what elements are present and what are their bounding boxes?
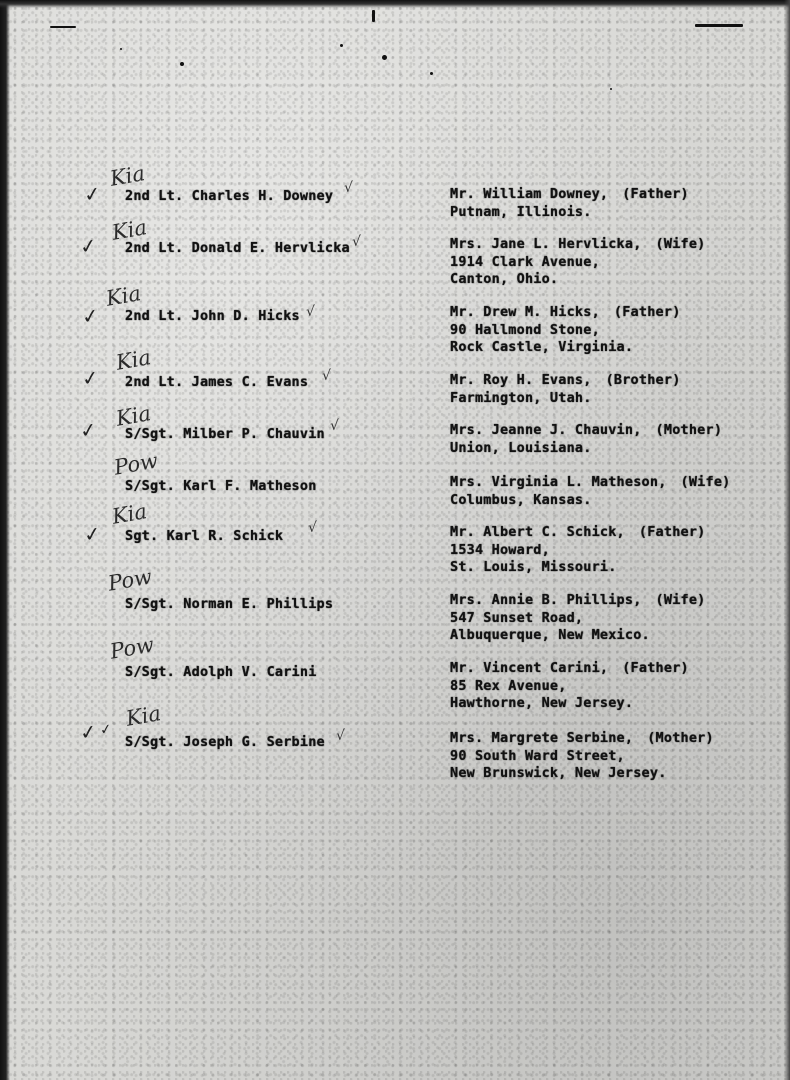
scan-speck xyxy=(180,62,184,66)
checkmark-icon: ✓ xyxy=(98,721,113,739)
contact-name: Mrs. Annie B. Phillips, xyxy=(450,592,642,608)
address-line: St. Louis, Missouri. xyxy=(450,559,617,575)
soldier-name: S/Sgt. Milber P. Chauvin xyxy=(125,426,325,442)
address-line: 90 South Ward Street, xyxy=(450,747,625,764)
tick-icon: √ xyxy=(322,368,331,384)
address-line: 1914 Clark Avenue, xyxy=(450,253,600,270)
contact-name: Mr. William Downey, xyxy=(450,186,609,202)
soldier-name: S/Sgt. Adolph V. Carini xyxy=(125,664,317,680)
address-line: Putnam, Illinois. xyxy=(450,203,592,220)
tick-icon: √ xyxy=(336,728,345,744)
contact-name: Mrs. Virginia L. Matheson, xyxy=(450,474,667,490)
soldier-name: 2nd Lt. James C. Evans xyxy=(125,374,309,390)
handwritten-status: Kia xyxy=(110,215,149,245)
next-of-kin xyxy=(450,304,681,357)
tick-icon: √ xyxy=(344,180,353,196)
scan-speck xyxy=(372,10,375,22)
tick-icon: √ xyxy=(330,418,339,434)
contact-name: Mrs. Jane L. Hervlicka, xyxy=(450,236,642,252)
handwritten-status: Kia xyxy=(114,401,153,431)
tick-icon: √ xyxy=(352,234,361,250)
address-line: New Brunswick, New Jersey. xyxy=(450,765,667,781)
soldier-name: 2nd Lt. Donald E. Hervlicka xyxy=(125,240,350,256)
checkmark-icon: ✓ xyxy=(80,302,101,330)
relationship: (Wife) xyxy=(680,474,731,490)
next-of-kin xyxy=(450,372,681,407)
tick-icon: √ xyxy=(306,304,315,320)
handwritten-status: Kia xyxy=(104,281,143,311)
scan-speck xyxy=(50,26,76,28)
checkmark-icon: ✓ xyxy=(82,520,103,548)
scan-edge-top xyxy=(0,0,790,8)
scan-speck xyxy=(695,24,743,27)
handwritten-status: Pow xyxy=(108,632,156,664)
checkmark-icon: ✓ xyxy=(82,180,103,208)
contact-name: Mr. Roy H. Evans, xyxy=(450,372,592,388)
handwritten-status: Pow xyxy=(112,448,160,480)
relationship: (Wife) xyxy=(655,236,706,252)
handwritten-status: Kia xyxy=(108,161,147,191)
relationship: (Wife) xyxy=(655,592,706,608)
contact-name: Mr. Albert C. Schick, xyxy=(450,524,625,540)
address-line: 1534 Howard, xyxy=(450,541,550,558)
handwritten-status: Kia xyxy=(114,345,153,375)
next-of-kin xyxy=(450,186,689,221)
handwritten-status: Pow xyxy=(106,564,154,596)
soldier-name: S/Sgt. Norman E. Phillips xyxy=(125,596,334,612)
relationship: (Father) xyxy=(622,186,689,202)
contact-name: Mrs. Margrete Serbine, xyxy=(450,730,634,746)
next-of-kin xyxy=(450,236,706,289)
checkmark-icon: ✓ xyxy=(78,416,99,444)
soldier-name: S/Sgt. Karl F. Matheson xyxy=(125,478,317,494)
address-line: Farmington, Utah. xyxy=(450,389,592,406)
scan-speck xyxy=(120,48,122,50)
next-of-kin xyxy=(450,730,714,783)
list-item xyxy=(0,215,790,292)
contact-name: Mr. Drew M. Hicks, xyxy=(450,304,600,320)
soldier-name: Sgt. Karl R. Schick xyxy=(125,528,284,544)
contact-name: Mrs. Jeanne J. Chauvin, xyxy=(450,422,642,438)
soldier-name: 2nd Lt. Charles H. Downey xyxy=(125,188,334,204)
contact-name: Mr. Vincent Carini, xyxy=(450,660,609,676)
handwritten-status: Kia xyxy=(110,499,149,529)
soldier-name: 2nd Lt. John D. Hicks xyxy=(125,308,300,324)
scan-speck xyxy=(610,88,612,90)
next-of-kin xyxy=(450,422,722,457)
relationship: (Brother) xyxy=(605,372,681,388)
soldier-name: S/Sgt. Joseph G. Serbine xyxy=(125,734,325,750)
relationship: (Mother) xyxy=(655,422,723,438)
address-line: Union, Louisiana. xyxy=(450,439,592,456)
address-line: Rock Castle, Virginia. xyxy=(450,339,634,355)
relationship: (Father) xyxy=(613,304,681,320)
next-of-kin xyxy=(450,660,689,713)
checkmark-icon: ✓ xyxy=(78,718,99,746)
scan-speck xyxy=(382,55,387,60)
scan-speck xyxy=(430,72,433,75)
checkmark-icon: ✓ xyxy=(80,364,101,392)
handwritten-status: Kia xyxy=(124,701,163,731)
scan-speck xyxy=(340,44,343,47)
address-line: 90 Hallmond Stone, xyxy=(450,321,600,338)
address-line: Albuquerque, New Mexico. xyxy=(450,627,650,643)
next-of-kin xyxy=(450,524,706,577)
address-line: Columbus, Kansas. xyxy=(450,491,592,508)
checkmark-icon: ✓ xyxy=(78,232,99,260)
relationship: (Mother) xyxy=(647,730,714,746)
relationship: (Father) xyxy=(622,660,689,676)
address-line: 85 Rex Avenue, xyxy=(450,677,567,694)
address-line: 547 Sunset Road, xyxy=(450,609,584,626)
tick-icon: √ xyxy=(308,520,317,536)
address-line: Hawthorne, New Jersey. xyxy=(450,695,634,711)
next-of-kin xyxy=(450,474,731,509)
next-of-kin xyxy=(450,592,706,645)
address-line: Canton, Ohio. xyxy=(450,271,559,287)
relationship: (Father) xyxy=(638,524,706,540)
